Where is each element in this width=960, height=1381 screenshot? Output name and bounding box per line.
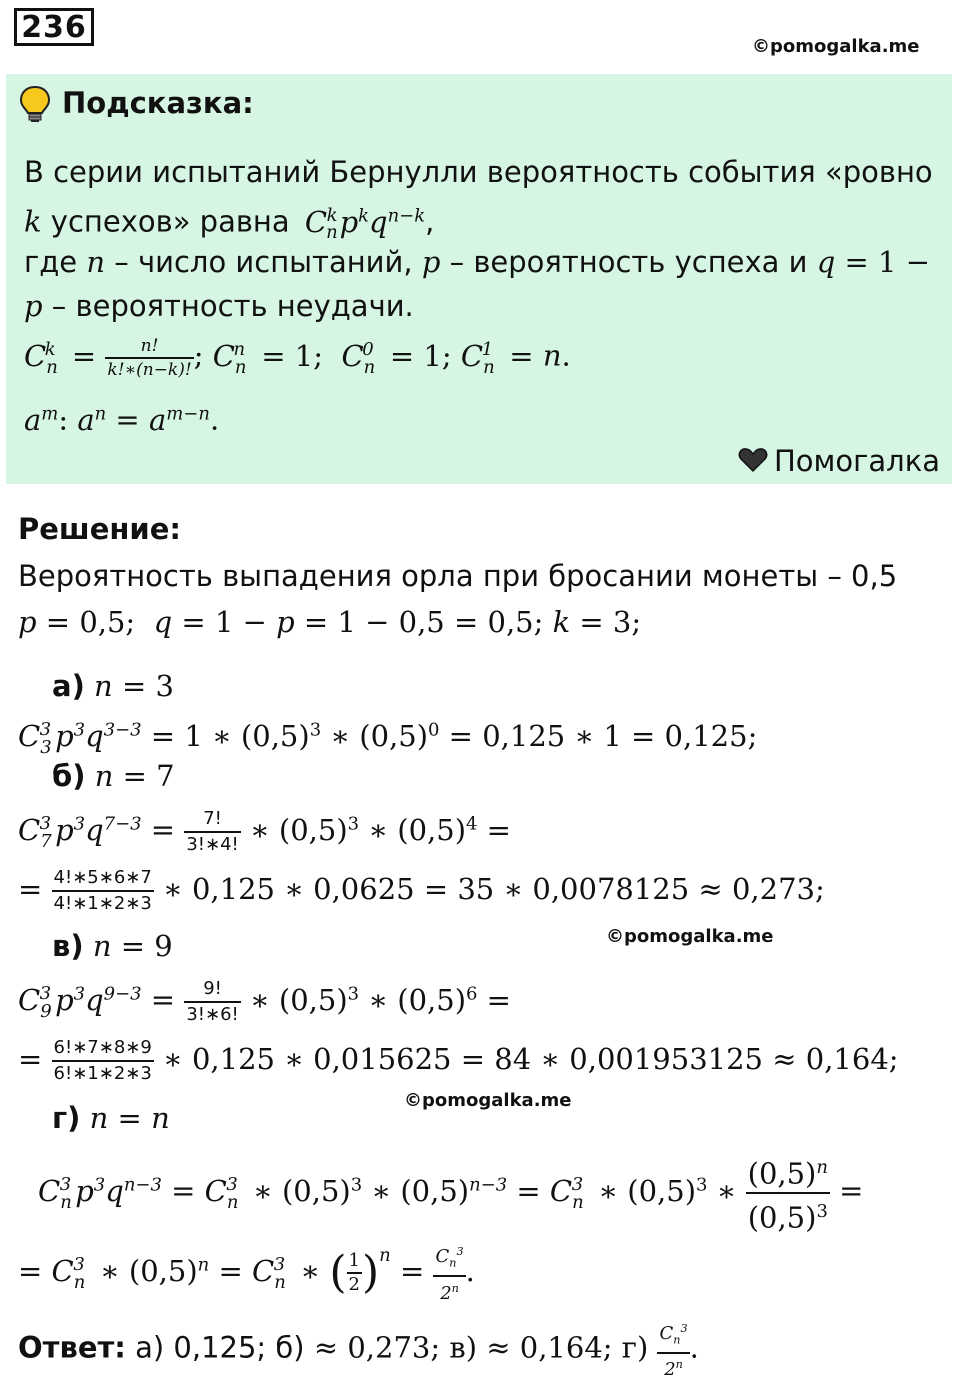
problem-number: 236: [14, 8, 94, 46]
solution-intro: Вероятность выпадения орла при бросании монеты – 0,5: [18, 559, 898, 593]
hint-line-1: В серии испытаний Бернулли вероятность события «ровно: [24, 155, 933, 189]
hint-line-2: k успехов» равна $C_n^kp^kq^{n-k}$,: [24, 204, 435, 244]
hint-line-3: где n – число испытаний, p – вероятность успеха и q = 1 −: [24, 245, 931, 279]
hint-signature: Помогалка: [738, 444, 940, 480]
hint-formula-power: $a^m$: $a^n = a^{m-n}$.: [24, 402, 220, 437]
part-a-label: а) n = 3: [52, 669, 174, 703]
watermark-top: ©pomogalka.me: [752, 36, 920, 57]
hint-box: [6, 74, 952, 484]
solution-given: p = 0,5; q = 1 − p = 1 − 0,5 = 0,5; k = 3;: [18, 605, 642, 639]
part-a-formula: $C_3^3$ $p^3q^{3-3} = 1$ ∗ $(0,5)^3$ ∗ $(0,5)^0 = 0,125$ ∗ 1 = 0,125;: [18, 718, 758, 758]
part-b-label: б) n = 7: [52, 759, 175, 793]
hint-formula-combination: $C_n^k$ = $\frac{n!}{k!∗(n-k)!}$ ; $C_n^n = 1$; $C_n^0 = 1$; $C_n^1 = n$.: [24, 335, 571, 380]
watermark-middle: ©pomogalka.me: [606, 926, 774, 947]
heart-icon: [738, 446, 768, 480]
part-b-formula-1: $C_7^3$ $p^3q^{7-3}$ = $\frac{7!}{3!∗4!}$ ∗ $(0,5)^3$ ∗ $(0,5)^4$ =: [18, 807, 511, 855]
solution-title: Решение:: [18, 512, 182, 546]
part-g-formula-1: $C_n^3$ $p^3q^{n-3} = C_n^3$ ∗ $(0,5)^3$ ∗ $(0,5)^{n-3} = C_n^3$ ∗ $(0,5)^3$ ∗ $\frac{(0,5)^n}{(0,5)^3}$ =: [38, 1150, 863, 1235]
part-v-formula-2: = $\frac{6!∗7∗8∗9}{6!∗1∗2∗3}$ ∗ 0,125 ∗ 0,015625 = 84 ∗ 0,001953125 ≈ 0,164;: [18, 1037, 899, 1084]
part-g-label: г) n = n: [52, 1101, 170, 1135]
hint-line-4: p – вероятность неудачи.: [24, 289, 414, 323]
part-b-formula-2: = $\frac{4!∗5∗6∗7}{4!∗1∗2∗3}$ ∗ 0,125 ∗ 0,0625 = 35 ∗ 0,0078125 ≈ 0,273;: [18, 867, 825, 914]
part-v-label: в) n = 9: [52, 929, 173, 963]
part-v-formula-1: $C_9^3$ $p^3q^{9-3}$ = $\frac{9!}{3!∗6!}$ ∗ $(0,5)^3$ ∗ $(0,5)^6$ =: [18, 977, 511, 1025]
watermark-lower: ©pomogalka.me: [404, 1090, 572, 1111]
hint-title: Подсказка:: [62, 86, 254, 120]
answer-line: Ответ: а) 0,125; б) ≈ 0,273; в) ≈ 0,164; г) $\frac{C_n^3}{2^n}$ .: [18, 1318, 699, 1381]
lightbulb-icon: [18, 84, 52, 128]
part-g-formula-2: = $C_n^3$ ∗ $(0,5)^n = C_n^3$ ∗ ( $\frac{1}{2}$ )$^n$ = $\frac{C_n^3}{2^n}$ .: [18, 1238, 475, 1306]
